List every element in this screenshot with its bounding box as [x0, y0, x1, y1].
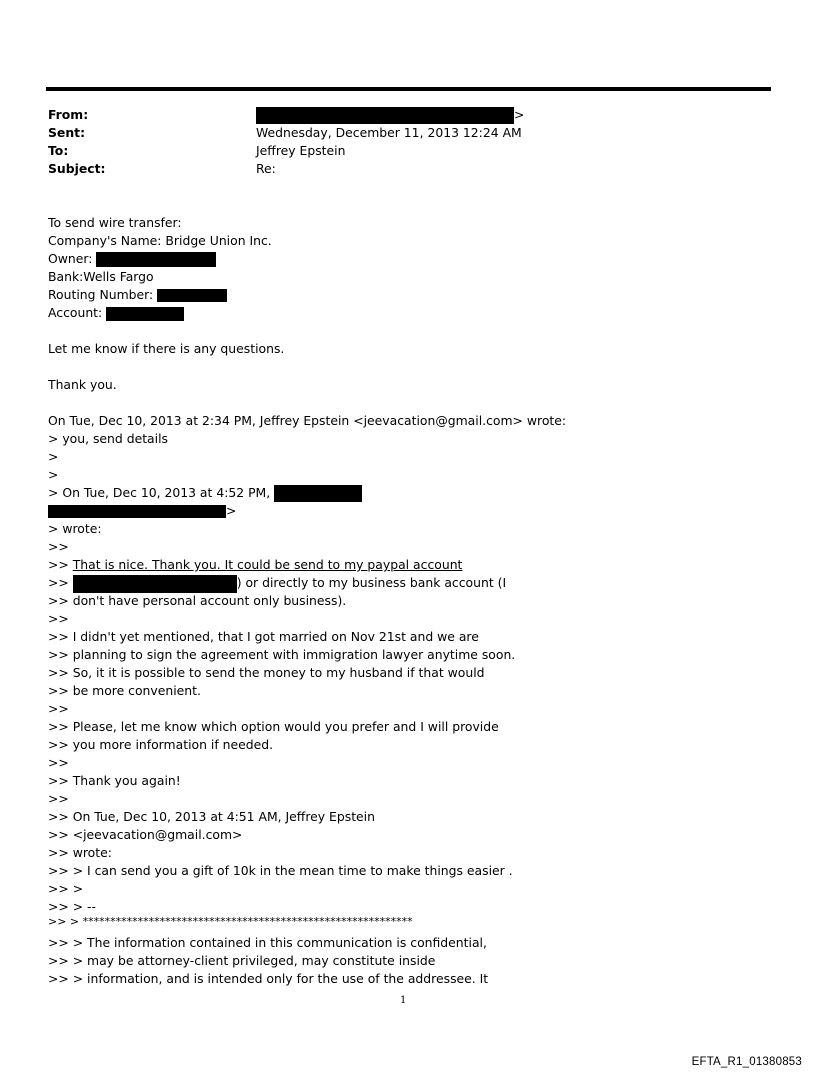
quote-text: >> — [48, 557, 73, 572]
routing-line — [48, 286, 227, 304]
redaction-box — [106, 307, 184, 321]
quote-line: >> wrote: — [48, 845, 112, 860]
quote-line — [48, 556, 462, 574]
quote-line: >> > may be attorney-client privileged, may constitute inside — [48, 953, 436, 968]
body-line: Thank you. — [48, 377, 117, 392]
quote-line: >> > I can send you a gift of 10k in the mean time to make things easier . — [48, 863, 513, 878]
page-number: 1 — [400, 995, 407, 1006]
quote-line: >> you more information if needed. — [48, 737, 274, 752]
quote-line: >> > information, and is intended only for the use of the addressee. It — [48, 971, 489, 986]
body-line: Let me know if there is any questions. — [48, 341, 285, 356]
subject-label: Subject: — [48, 161, 106, 176]
from-suffix: > — [514, 107, 525, 122]
redaction-box — [73, 575, 237, 593]
header-rule — [46, 87, 771, 91]
quote-line: >> On Tue, Dec 10, 2013 at 4:51 AM, Jeffrey Epstein — [48, 809, 375, 824]
quote-line: >> <jeevacation@gmail.com> — [48, 827, 243, 842]
quote-line: > you, send details — [48, 431, 168, 446]
redaction-box — [256, 107, 514, 124]
to-value: Jeffrey Epstein — [256, 143, 346, 158]
quote-line: >> — [48, 611, 69, 626]
quote-line: >> > The information contained in this communication is confidential, — [48, 935, 487, 950]
quote-line: >> — [48, 539, 69, 554]
quote-text-underlined: That is nice. Thank you. It could be send to my paypal account — [72, 557, 463, 572]
sent-label: Sent: — [48, 125, 86, 140]
quote-line: > — [48, 449, 59, 464]
from-value — [256, 106, 524, 124]
quote-text: >> — [48, 575, 73, 590]
quote-line: >> Please, let me know which option would you prefer and I will provide — [48, 719, 499, 734]
body-line: Company's Name: Bridge Union Inc. — [48, 233, 272, 248]
redaction-box — [274, 485, 362, 502]
body-line: Bank:Wells Fargo — [48, 269, 154, 284]
redaction-box — [96, 252, 216, 267]
quote-text: > — [226, 503, 237, 518]
sent-value: Wednesday, December 11, 2013 12:24 AM — [256, 125, 522, 140]
quote-line: >> > -- — [48, 899, 96, 914]
subject-value: Re: — [256, 161, 276, 176]
account-line — [48, 304, 184, 322]
quote-line: >> > ************************************************************ — [48, 915, 413, 928]
routing-label: Routing Number: — [48, 287, 158, 302]
owner-line — [48, 250, 216, 268]
quote-line: >> planning to sign the agreement with immigration lawyer anytime soon. — [48, 647, 516, 662]
document-id: EFTA_R1_01380853 — [691, 1056, 802, 1068]
account-label: Account: — [48, 305, 107, 320]
quote-line: >> — [48, 701, 69, 716]
to-label: To: — [48, 143, 69, 158]
redaction-box — [157, 289, 227, 302]
quote-line: >> don't have personal account only business). — [48, 593, 347, 608]
quote-line: >> > — [48, 881, 84, 896]
quote-line: >> Thank you again! — [48, 773, 181, 788]
quote-line: >> — [48, 791, 69, 806]
from-label: From: — [48, 107, 89, 122]
quote-line — [48, 502, 236, 520]
redaction-box — [48, 505, 226, 518]
owner-label: Owner: — [48, 251, 97, 266]
quote-line: > — [48, 467, 59, 482]
quote-line — [48, 484, 362, 502]
quote-line: On Tue, Dec 10, 2013 at 2:34 PM, Jeffrey Epstein <jeevacation@gmail.com> wrote: — [48, 413, 567, 428]
quote-line: >> I didn't yet mentioned, that I got married on Nov 21st and we are — [48, 629, 479, 644]
quote-line: >> So, it it is possible to send the money to my husband if that would — [48, 665, 485, 680]
quote-text: > On Tue, Dec 10, 2013 at 4:52 PM, — [48, 485, 275, 500]
quote-line: >> — [48, 755, 69, 770]
quote-line: >> be more convenient. — [48, 683, 201, 698]
quote-line: > wrote: — [48, 521, 102, 536]
quote-line — [48, 574, 506, 593]
body-line: To send wire transfer: — [48, 215, 182, 230]
quote-text: ) or directly to my business bank account (I — [236, 575, 507, 590]
